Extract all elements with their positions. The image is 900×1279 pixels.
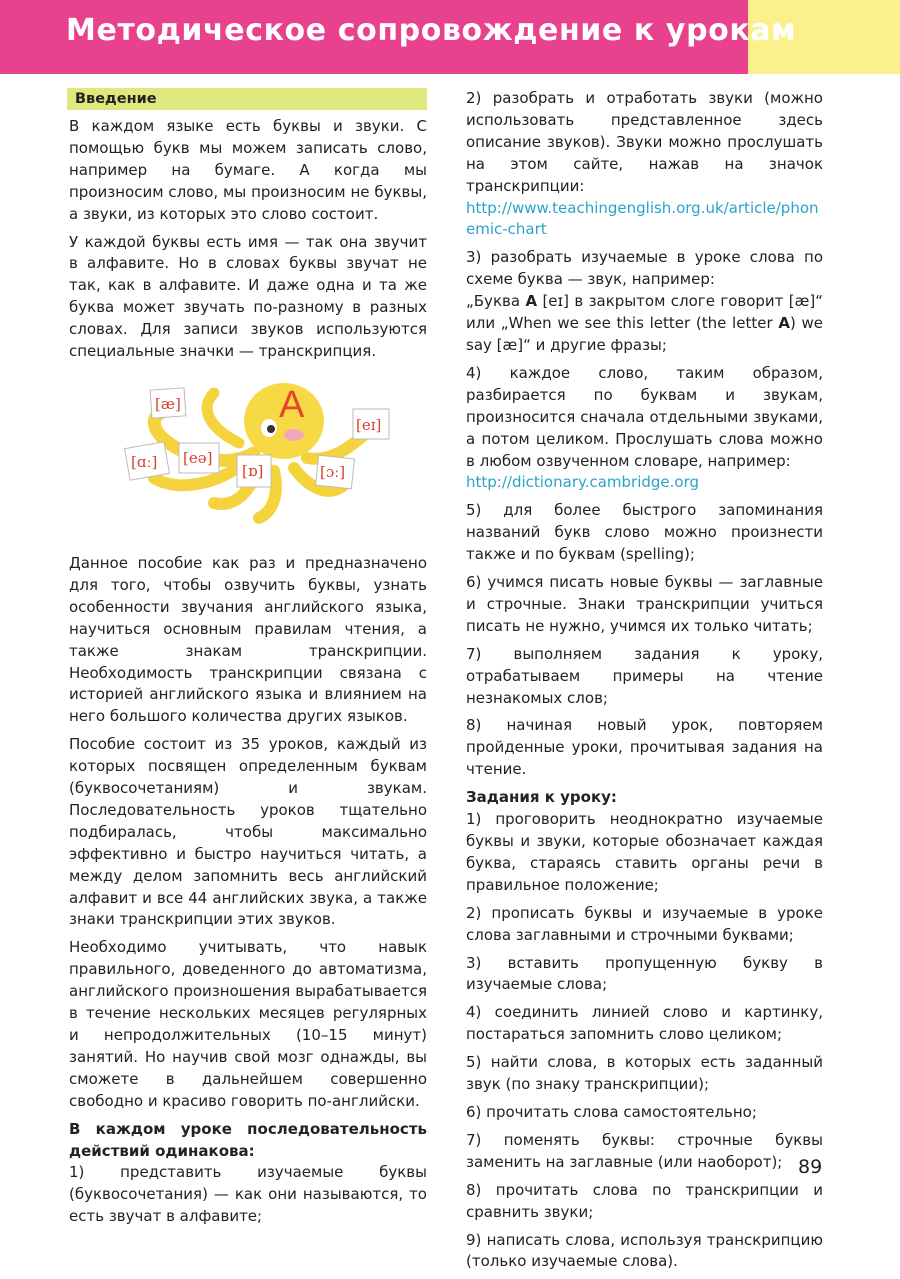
letter-a: A — [279, 383, 305, 426]
transcription-card: [eə] — [183, 448, 213, 467]
example-text: ) we say [æ]“ и другие фразы; — [466, 314, 823, 354]
task-item: 5) найти слова, в которых есть заданный звук (по знаку транскрипции); — [466, 1053, 823, 1094]
octopus-illustration — [69, 373, 427, 533]
page-number: 89 — [798, 1156, 823, 1178]
transcription-card: [ɒ] — [242, 461, 264, 480]
step-item: 8) начиная новый урок, повторяем пройденные уроки, прочитывая задания на чтение. — [466, 716, 823, 779]
paragraph: Данное пособие как раз и предназначено для того, чтобы озвучить буквы, узнать особенности звучания английского языка, научиться основным правилам чтения, а также знакам транскрипции. Необходимость транскрипции связана с историей английского языка и влиянием на него большого количества других языков. — [69, 553, 427, 726]
example-text: „Буква — [466, 292, 526, 311]
paragraph: У каждой буквы есть имя — так она звучит в алфавите. Но в словах буквы звучат не так, как в алфавите. И даже одна и та же буква может звучать по-разному в разных словах. Для записи звуков используются специальные значки — транскрипция. — [69, 232, 427, 361]
step-item: 5) для более быстрого запоминания названий букв слово можно произнести также и по буквам (spelling); — [466, 501, 823, 564]
task-item: 1) проговорить неоднократно изучаемые буквы и звуки, которые обозначает каждая буква, стараясь ставить органы речи в правильное положение; — [466, 810, 823, 894]
task-item: 9) написать слова, используя транскрипцию (только изучаемые слова). — [466, 1230, 823, 1271]
step-item: 4) каждое слово, таким образом, разбирается по буквам и звукам, произносится сначала отдельными звуками, а потом целиком. Прослушать слова можно в любом озвученном словаре, например: — [466, 363, 823, 470]
tasks-heading: Задания к уроку: — [466, 788, 617, 807]
right-column — [466, 88, 823, 1279]
paragraph: Необходимо учитывать, что навык правильного, доведенного до автоматизма, английского произношения вырабатывается в течение нескольких месяцев регулярных и непродолжительных (10–15 минут) занятий. Но научив свой мозг однажды, вы сможете в дальнейшем совершенно свободно и красиво говорить по-английски. — [69, 938, 427, 1110]
section-title: Введение — [67, 88, 427, 110]
step-item: 6) учимся писать новые буквы — заглавные и строчные. Знаки транскрипции учиться писать не нужно, учимся их только читать; — [466, 573, 823, 635]
left-column — [69, 88, 427, 1234]
sequence-heading: В каждом уроке последовательность действий одинакова: — [69, 1119, 427, 1160]
task-item: 6) прочитать слова самостоятельно; — [466, 1102, 757, 1121]
task-item: 4) соединить линией слово и картинку, постараться запомнить слово целиком; — [466, 1003, 823, 1044]
transcription-card: [ɑː] — [131, 452, 158, 471]
page-title: Методическое сопровождение к урокам — [66, 13, 797, 48]
link-teachingenglish[interactable]: http://www.teachingenglish.org.uk/article/phonemic-chart — [466, 198, 819, 239]
step-item: 7) выполняем задания к уроку, отрабатываем примеры на чтение незнакомых слов; — [466, 644, 823, 707]
task-item: 8) прочитать слова по транскрипции и сравнить звуки; — [466, 1180, 823, 1221]
transcription-card: [eɪ] — [356, 415, 382, 434]
example-letter: A — [778, 314, 790, 333]
step-item: 3) разобрать изучаемые в уроке слова по схеме буква — звук, например: — [466, 248, 823, 289]
transcription-card: [æ] — [155, 394, 181, 413]
paragraph: Пособие состоит из 35 уроков, каждый из которых посвящен определенным буквам (буквосочетаниям) и звукам. Последовательность уроков тщательно подбиралась, чтобы максимально эффективно и быстро научиться читать, а между делом запомнить весь английский алфавит и все 44 английских звука, а также знаки транскрипции этих звуков. — [69, 735, 427, 929]
task-item: 7) поменять буквы: строчные буквы заменить на заглавные (или наоборот); — [466, 1130, 823, 1171]
step-item: 1) представить изучаемые буквы (буквосочетания) — как они называются, то есть звучат в алфавите; — [69, 1163, 427, 1226]
paragraph: В каждом языке есть буквы и звуки. С помощью букв мы можем записать слово, например на бумаге. А когда мы произносим слово, мы произносим не буквы, а звуки, из которых это слово состоит. — [69, 117, 427, 223]
link-cambridge[interactable]: http://dictionary.cambridge.org — [466, 473, 700, 492]
task-item: 2) прописать буквы и изучаемые в уроке слова заглавными и строчными буквами; — [466, 903, 823, 944]
step-example — [466, 291, 823, 357]
example-letter: A — [525, 292, 538, 311]
transcription-card: [ɔː] — [320, 462, 346, 481]
step-item: 2) разобрать и отработать звуки (можно использовать представленное здесь описание звуков). Звуки можно прослушать на этом сайте, нажав на значок транскрипции: — [466, 89, 823, 195]
task-item: 3) вставить пропущенную букву в изучаемые слова; — [466, 953, 823, 994]
example-text: [eɪ] в закрытом слоге говорит [æ]“ или „When we see this letter (the letter — [466, 292, 823, 333]
